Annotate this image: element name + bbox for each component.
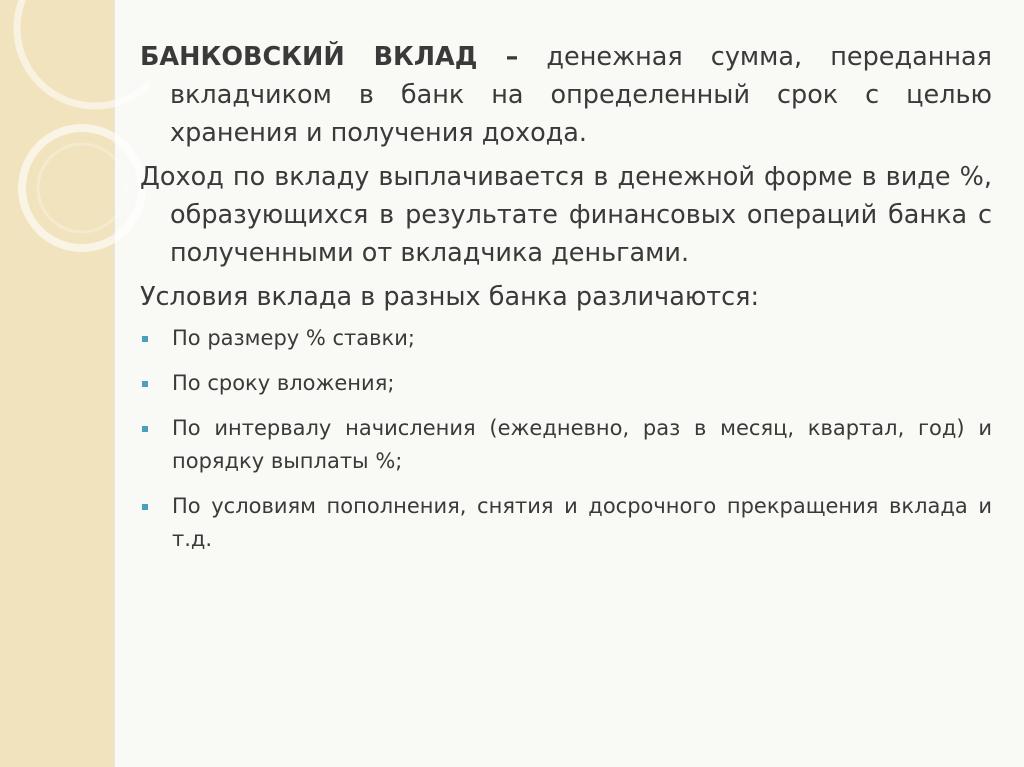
list-item-text: По интервалу начисления (ежедневно, раз в месяц, квартал, год) и порядку выплаты %; bbox=[172, 416, 992, 473]
definition-term: БАНКОВСКИЙ ВКЛАД bbox=[140, 42, 478, 72]
definition-dash: – bbox=[505, 42, 519, 72]
income-paragraph: Доход по вкладу выплачивается в денежной форме в виде %, образующихся в результате финансовых операций банка с полученными от вкладчика деньгами. bbox=[140, 162, 992, 268]
list-item bbox=[140, 322, 992, 355]
list-item-text: По сроку вложения; bbox=[172, 371, 395, 395]
square-bullet-icon bbox=[142, 336, 148, 342]
definition-paragraph bbox=[140, 38, 992, 152]
conditions-heading: Условия вклада в разных банка различаются: bbox=[140, 282, 760, 312]
definition-text: денежная сумма, переданная вкладчиком в банк на определенный срок с целью хранения и получения дохода. bbox=[170, 42, 993, 148]
decorative-rings-icon bbox=[0, 0, 150, 300]
slide-body bbox=[140, 38, 992, 568]
conditions-list bbox=[140, 322, 992, 556]
square-bullet-icon bbox=[142, 426, 148, 432]
list-item bbox=[140, 490, 992, 556]
list-item-text: По размеру % ставки; bbox=[172, 326, 415, 350]
list-item bbox=[140, 367, 992, 400]
square-bullet-icon bbox=[142, 504, 148, 510]
list-item bbox=[140, 412, 992, 478]
list-item-text: По условиям пополнения, снятия и досрочного прекращения вклада и т.д. bbox=[172, 494, 992, 551]
square-bullet-icon bbox=[142, 381, 148, 387]
